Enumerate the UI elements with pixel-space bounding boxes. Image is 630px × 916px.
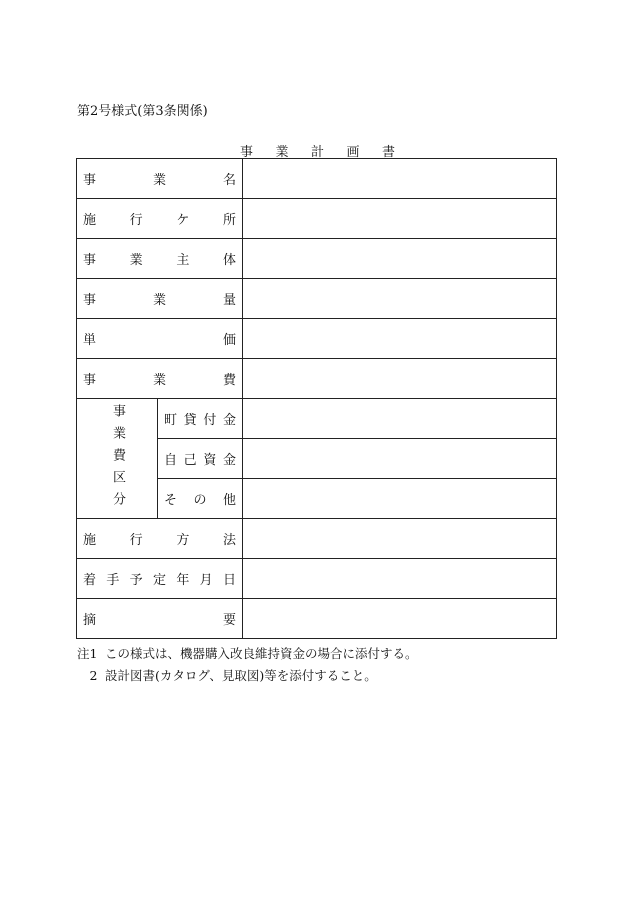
- row-label: 着手予定年月日: [83, 573, 236, 588]
- note-number: 2: [77, 668, 98, 683]
- sub-label: 町貸付金: [164, 413, 236, 428]
- row-label: 事業費: [83, 373, 236, 388]
- row-label: 施行方法: [83, 533, 236, 548]
- table-row: [77, 159, 557, 199]
- row-label: 事業量: [83, 293, 236, 308]
- note-item: [77, 665, 418, 687]
- note-number: 注1: [77, 646, 98, 661]
- sub-label: その他: [164, 493, 236, 508]
- table-row: [77, 319, 557, 359]
- row-label: 事業主体: [83, 253, 236, 268]
- value-cell[interactable]: [243, 319, 557, 359]
- value-cell[interactable]: [243, 479, 557, 519]
- value-cell[interactable]: [243, 559, 557, 599]
- notes: [77, 643, 418, 687]
- value-cell[interactable]: [243, 519, 557, 559]
- value-cell[interactable]: [243, 359, 557, 399]
- table-row: [77, 399, 557, 439]
- value-cell[interactable]: [243, 159, 557, 199]
- table-row: [77, 519, 557, 559]
- value-cell[interactable]: [243, 279, 557, 319]
- row-label: 摘要: [83, 613, 236, 628]
- plan-table: [76, 158, 557, 639]
- value-cell[interactable]: [243, 599, 557, 639]
- note-text: この様式は、機器購入改良維持資金の場合に添付する。: [105, 646, 418, 661]
- table-row: [77, 359, 557, 399]
- note-text: 設計図書(カタログ、見取図)等を添付すること。: [105, 668, 377, 683]
- row-label: 施行ケ所: [83, 213, 236, 228]
- form-number: 第2号様式(第3条関係): [77, 104, 208, 119]
- group-label: 事業費区分: [110, 403, 125, 514]
- note-item: [77, 643, 418, 665]
- row-label: 事業名: [83, 173, 236, 188]
- sub-label: 自己資金: [164, 453, 236, 468]
- table-row: [77, 559, 557, 599]
- table-row: [77, 239, 557, 279]
- value-cell[interactable]: [243, 199, 557, 239]
- value-cell[interactable]: [243, 439, 557, 479]
- value-cell[interactable]: [243, 399, 557, 439]
- table-row: [77, 279, 557, 319]
- table-row: [77, 199, 557, 239]
- value-cell[interactable]: [243, 239, 557, 279]
- table-row: [77, 599, 557, 639]
- row-label: 単価: [83, 333, 236, 348]
- document-title: 事業計画書: [240, 145, 395, 160]
